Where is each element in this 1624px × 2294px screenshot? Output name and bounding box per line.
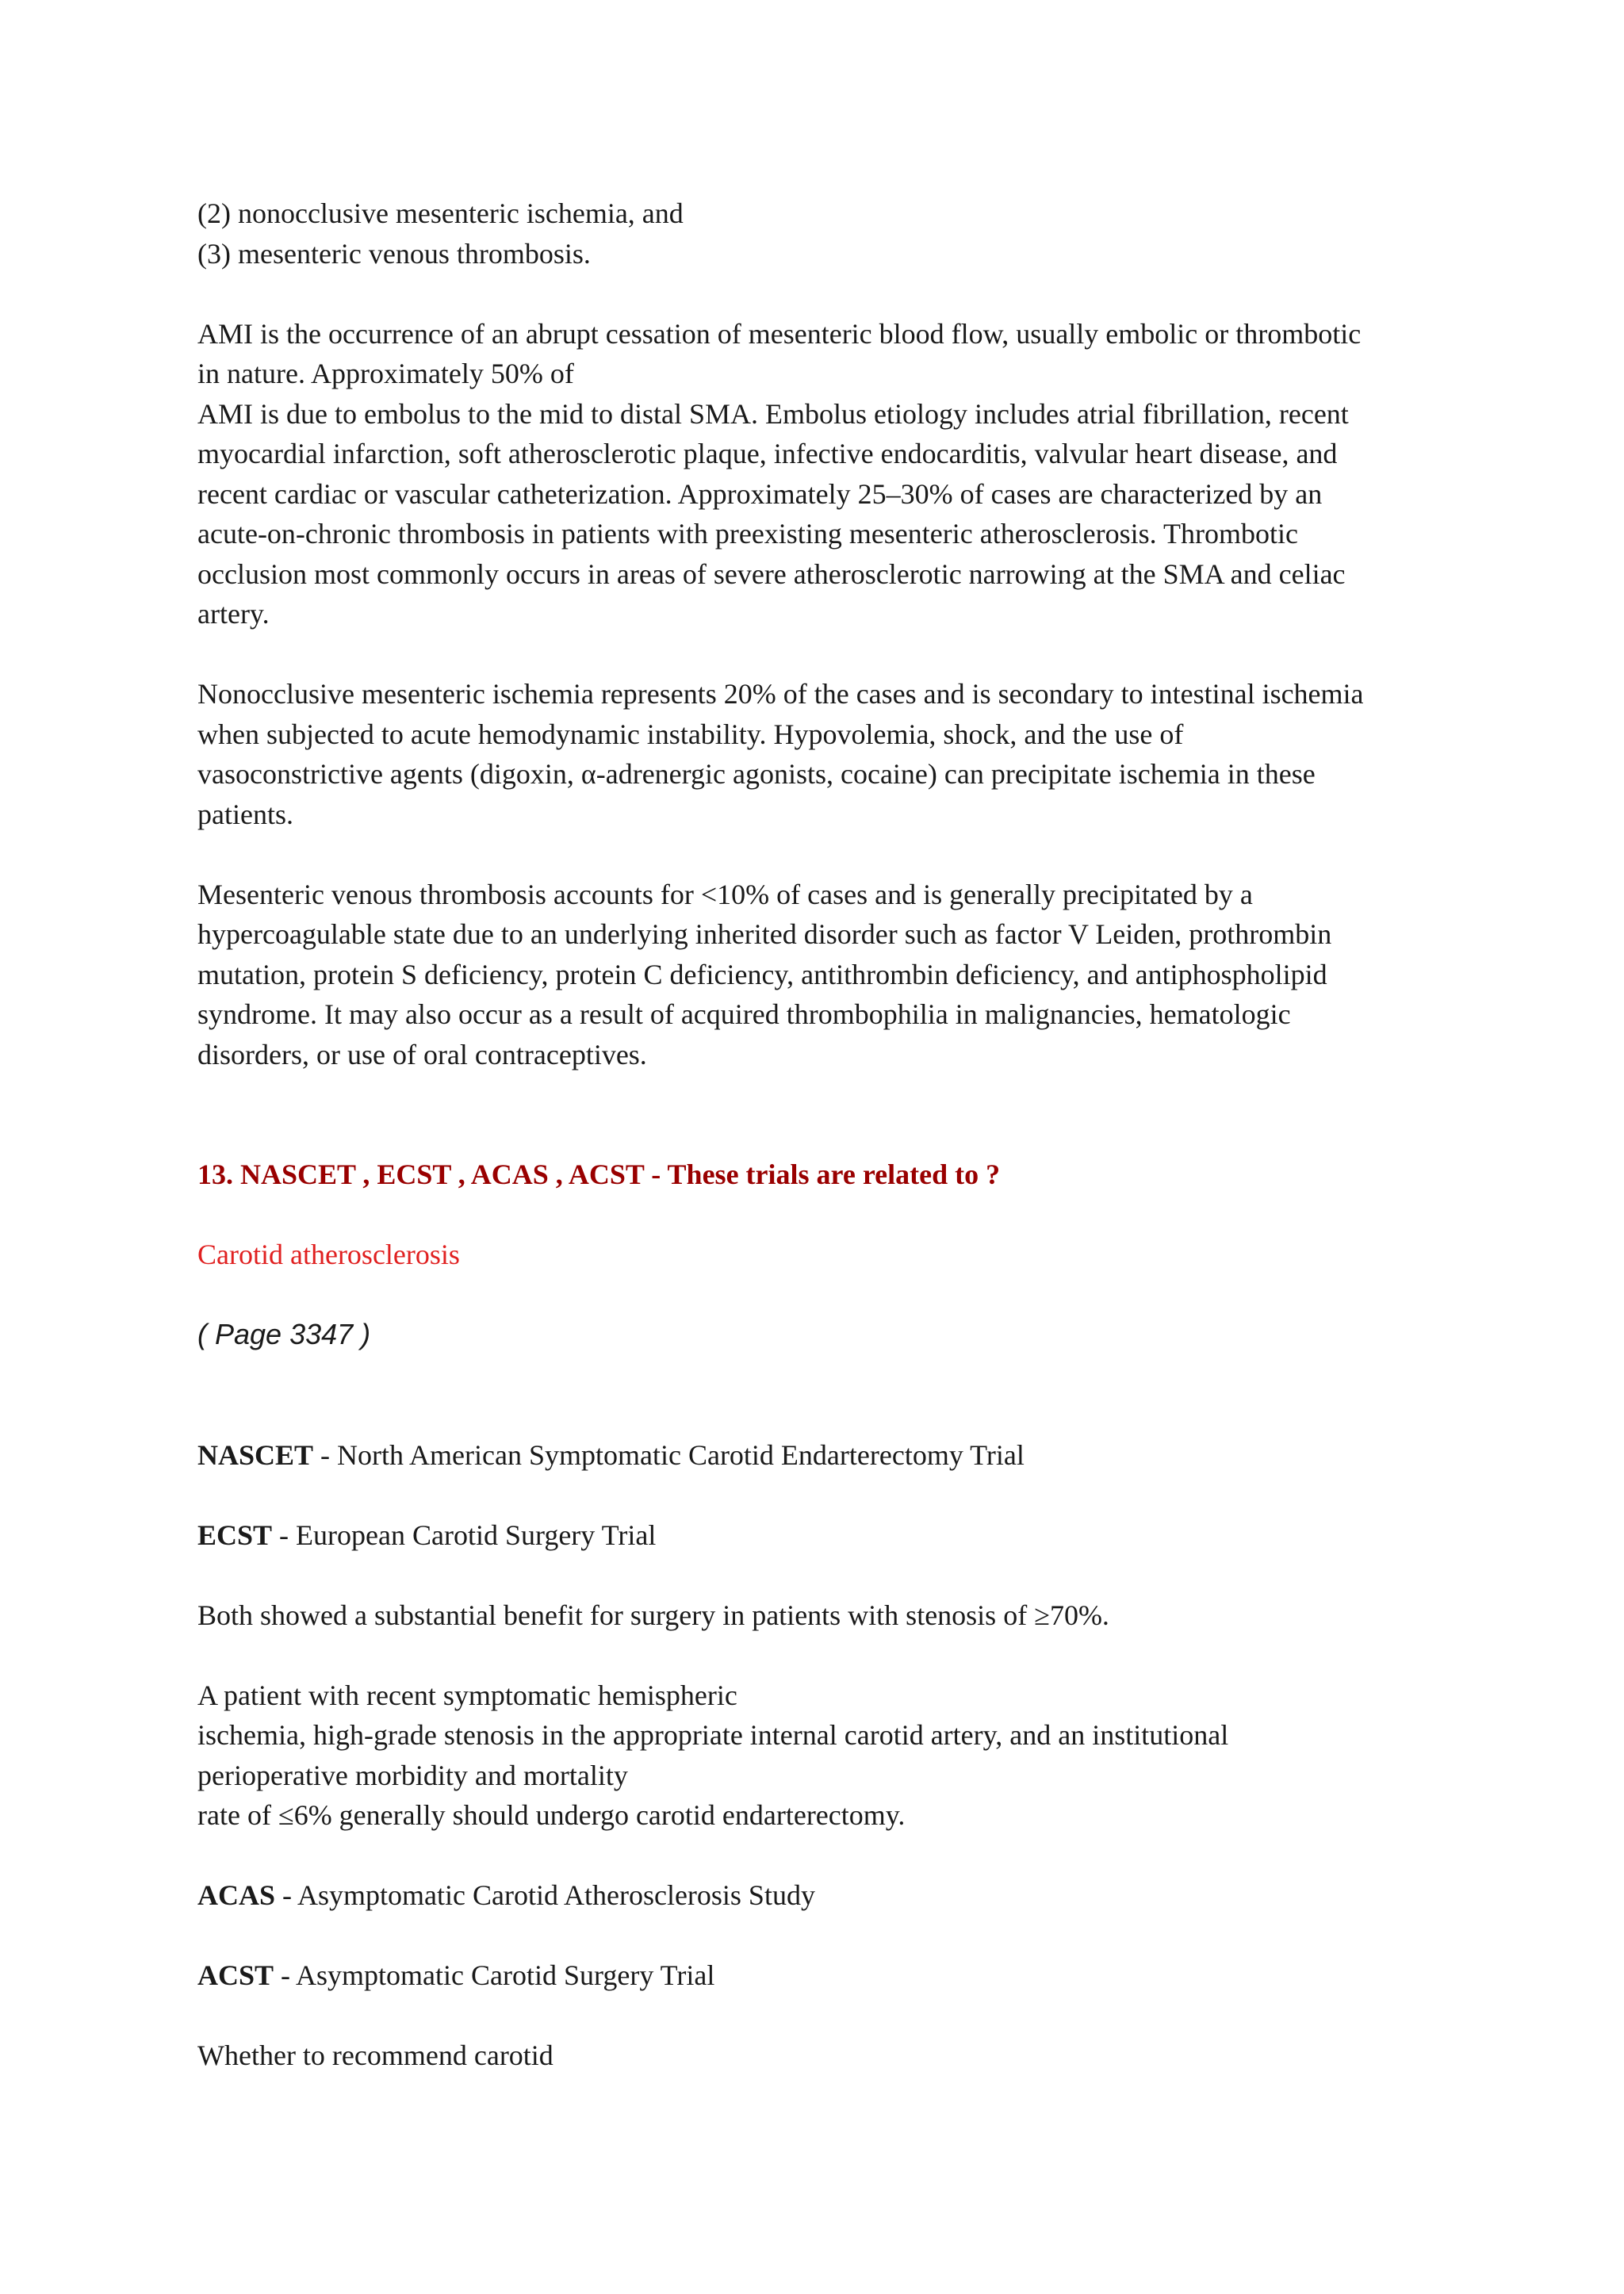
- trial-abbr: ACST: [197, 1959, 274, 1991]
- both-showed-text: Both showed a substantial benefit for surgery in patients with stenosis of ≥70%.: [197, 1599, 1109, 1631]
- spacer: [197, 1074, 1434, 1155]
- paragraph-line: AMI is the occurrence of an abrupt cessation of mesenteric blood flow, usually embolic or thrombotic: [197, 317, 1362, 350]
- paragraph-line: rate of ≤6% generally should undergo carotid endarterectomy.: [197, 1799, 906, 1831]
- spacer: [197, 1475, 1434, 1515]
- ami-paragraph: [197, 314, 1434, 634]
- patient-paragraph: [197, 1676, 1434, 1836]
- intro-line: (3) mesenteric venous thrombosis.: [197, 237, 591, 270]
- paragraph-line: disorders, or use of oral contraceptives.: [197, 1038, 647, 1070]
- paragraph-line: myocardial infarction, soft atherosclerotic plaque, infective endocarditis, valvular heart disease, and: [197, 438, 1338, 469]
- paragraph-line: acute-on-chronic thrombosis in patients with preexisting mesenteric atherosclerosis. Thrombotic: [197, 518, 1298, 550]
- spacer: [197, 834, 1434, 875]
- trial-desc: - North American Symptomatic Carotid Endarterectomy Trial: [313, 1438, 1025, 1471]
- whether-text: Whether to recommend carotid: [197, 2039, 553, 2071]
- paragraph-line: in nature. Approximately 50% of: [197, 358, 574, 389]
- spacer: [197, 634, 1434, 675]
- trial-abbr: ECST: [197, 1518, 273, 1551]
- paragraph-line: Mesenteric venous thrombosis accounts for <10% of cases and is generally precipitated by a: [197, 878, 1253, 910]
- intro-list: [197, 193, 1434, 274]
- spacer: [197, 1555, 1434, 1595]
- document-page: [197, 193, 1434, 2076]
- paragraph-line: AMI is due to embolus to the mid to distal SMA. Embolus etiology includes atrial fibrillation, recent: [197, 397, 1349, 430]
- intro-line: (2) nonocclusive mesenteric ischemia, and: [197, 197, 684, 229]
- spacer: [197, 1195, 1434, 1235]
- spacer: [197, 1996, 1434, 2036]
- spacer: [197, 1275, 1434, 1316]
- spacer: [197, 274, 1434, 314]
- trial-abbr: ACAS: [197, 1879, 276, 1911]
- trial-desc: - Asymptomatic Carotid Surgery Trial: [274, 1959, 715, 1991]
- trial-acas: [197, 1875, 1434, 1916]
- trial-desc: - Asymptomatic Carotid Atherosclerosis Study: [275, 1879, 815, 1911]
- trial-nascet: [197, 1435, 1434, 1476]
- spacer: [197, 1635, 1434, 1676]
- spacer: [197, 1355, 1434, 1435]
- paragraph-line: vasoconstrictive agents (digoxin, α-adrenergic agonists, cocaine) can precipitate ischemia in these: [197, 758, 1316, 790]
- paragraph-line: recent cardiac or vascular catheterization. Approximately 25–30% of cases are characterized by an: [197, 477, 1323, 510]
- trial-desc: - European Carotid Surgery Trial: [272, 1518, 657, 1551]
- question-answer: Carotid atherosclerosis: [197, 1239, 460, 1270]
- spacer: [197, 1916, 1434, 1956]
- paragraph-line: Nonocclusive mesenteric ischemia represents 20% of the cases and is secondary to intestinal ischemia: [197, 678, 1364, 710]
- question-heading: 13. NASCET , ECST , ACAS , ACST - These trials are related to ?: [197, 1158, 1001, 1190]
- venous-paragraph: [197, 875, 1434, 1075]
- page-reference: ( Page 3347 ): [197, 1318, 371, 1350]
- paragraph-line: patients.: [197, 798, 293, 830]
- paragraph-line: occlusion most commonly occurs in areas of severe atherosclerotic narrowing at the SMA and celiac: [197, 557, 1346, 590]
- paragraph-line: perioperative morbidity and mortality: [197, 1759, 628, 1791]
- nonocclusive-paragraph: [197, 674, 1434, 834]
- spacer: [197, 1836, 1434, 1876]
- trial-ecst: [197, 1515, 1434, 1556]
- paragraph-line: A patient with recent symptomatic hemispheric: [197, 1679, 737, 1711]
- paragraph-line: hypercoagulable state due to an underlying inherited disorder such as factor V Leiden, prothrombin: [197, 918, 1332, 950]
- paragraph-line: syndrome. It may also occur as a result of acquired thrombophilia in malignancies, hematologic: [197, 998, 1291, 1030]
- paragraph-line: mutation, protein S deficiency, protein C deficiency, antithrombin deficiency, and antiphospholipid: [197, 958, 1327, 990]
- trial-acst: [197, 1955, 1434, 1996]
- paragraph-line: artery.: [197, 598, 270, 630]
- paragraph-line: ischemia, high-grade stenosis in the appropriate internal carotid artery, and an institutional: [197, 1719, 1229, 1751]
- trial-abbr: NASCET: [197, 1438, 314, 1471]
- paragraph-line: when subjected to acute hemodynamic instability. Hypovolemia, shock, and the use of: [197, 718, 1184, 750]
